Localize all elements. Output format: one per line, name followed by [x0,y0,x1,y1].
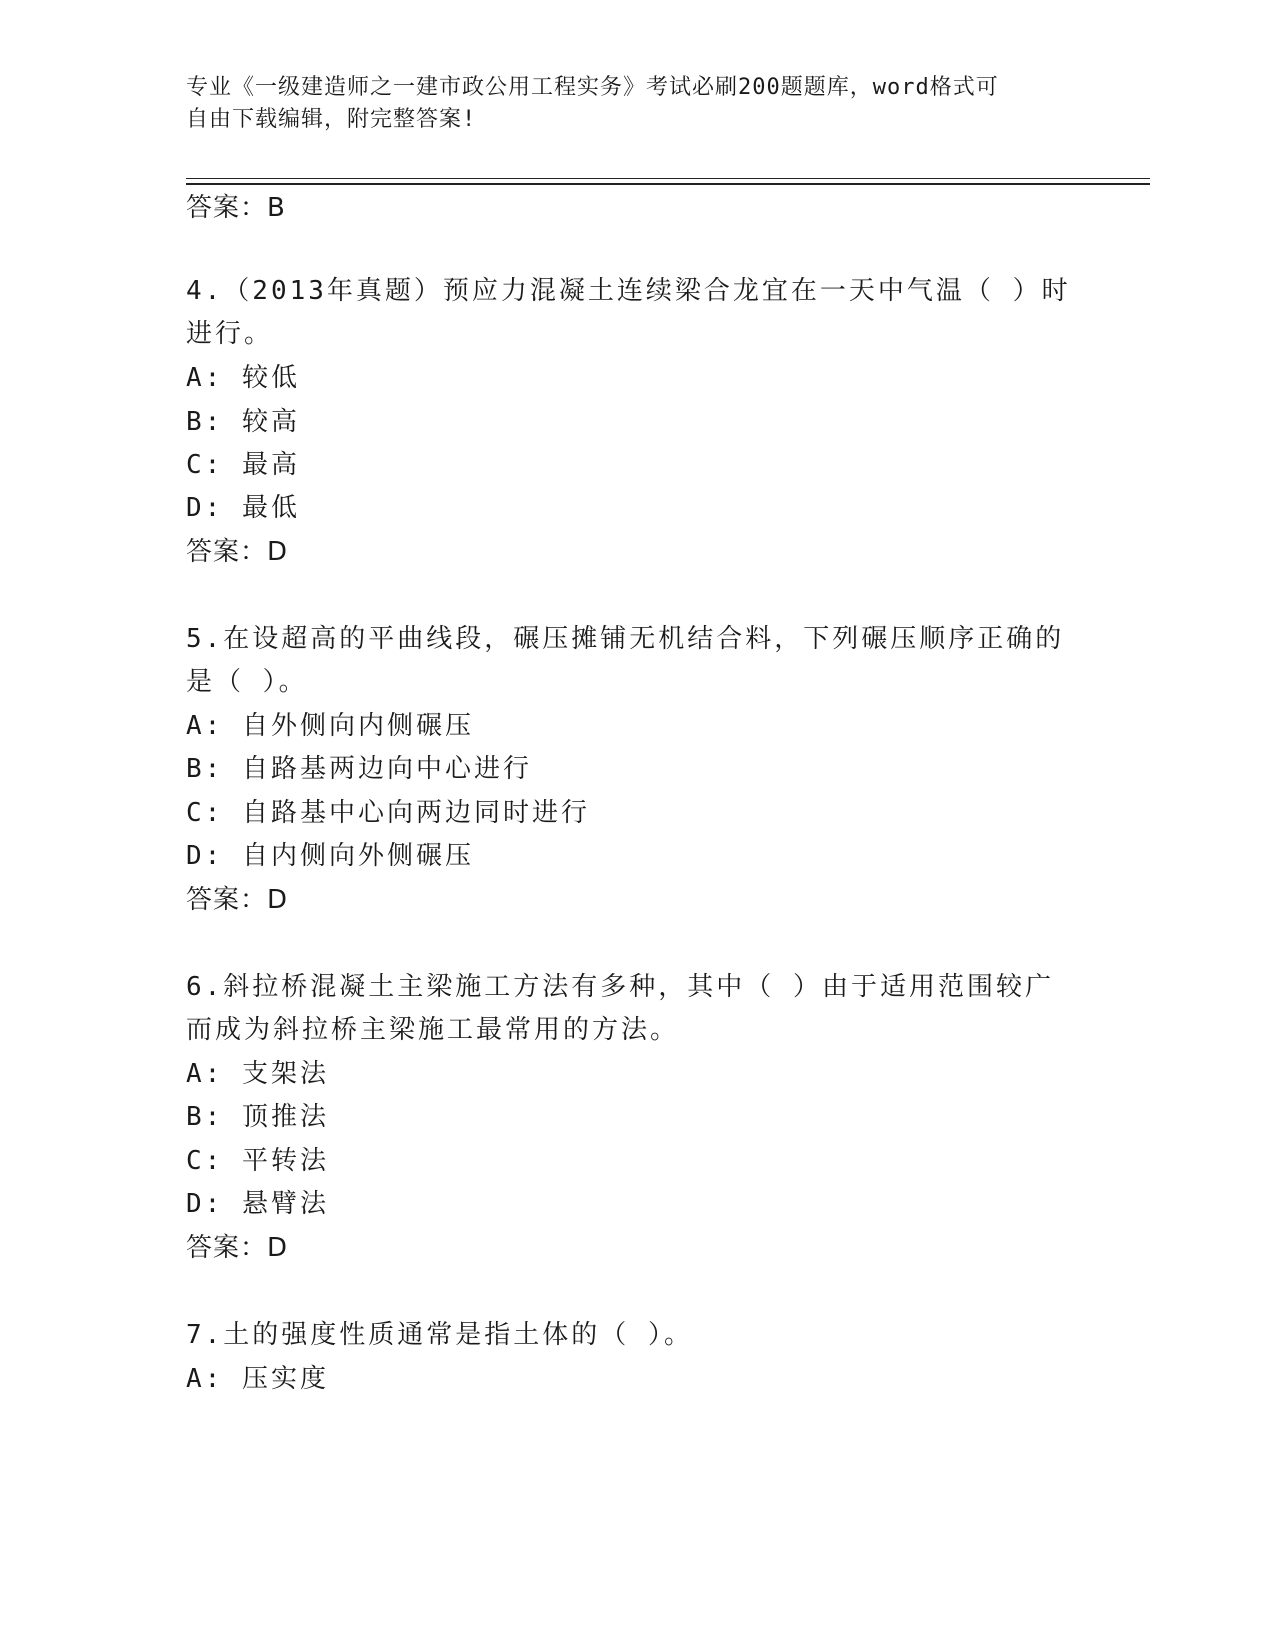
header-line-1: 专业《一级建造师之一建市政公用工程实务》考试必刷200题题库，word格式可 [186,75,999,100]
question-6-stem-line-2: 而成为斜拉桥主梁施工最常用的方法。 [186,1015,680,1045]
question-7-option-a: A: 压实度 [186,1364,329,1394]
question-5-stem-line-2: 是（ ）。 [186,667,308,697]
answer-q6: 答案：D [186,1233,289,1263]
question-4-stem-line-1: 4.（2013年真题）预应力混凝土连续梁合龙宜在一天中气温（ ）时 [186,276,1071,306]
header-rule-thin [186,178,1150,179]
question-4-option-c: C: 最高 [186,450,300,480]
question-6-stem-line-1: 6.斜拉桥混凝土主梁施工方法有多种，其中（ ）由于适用范围较广 [186,972,1054,1002]
answer-q3: 答案：B [186,193,286,223]
question-5-option-b: B: 自路基两边向中心进行 [186,754,532,784]
question-4-option-d: D: 最低 [186,493,300,523]
question-7-stem-line-1: 7.土的强度性质通常是指土体的（ ）。 [186,1320,693,1350]
header-text [186,72,1066,136]
question-6-option-c: C: 平转法 [186,1146,329,1176]
question-5-option-d: D: 自内侧向外侧碾压 [186,841,474,871]
question-6-option-d: D: 悬臂法 [186,1189,329,1219]
question-5-stem-line-1: 5.在设超高的平曲线段，碾压摊铺无机结合料，下列碾压顺序正确的 [186,624,1065,654]
header-line-2: 自由下载编辑，附完整答案! [186,107,477,132]
answer-q4: 答案：D [186,537,289,567]
question-4-option-b: B: 较高 [186,407,300,437]
question-5-option-c: C: 自路基中心向两边同时进行 [186,798,590,828]
answer-q5: 答案：D [186,885,289,915]
question-6-option-b: B: 顶推法 [186,1102,329,1132]
question-5-option-a: A: 自外侧向内侧碾压 [186,711,474,741]
question-6-option-a: A: 支架法 [186,1059,329,1089]
question-4-stem-line-2: 进行。 [186,319,274,349]
question-4-option-a: A: 较低 [186,363,300,393]
header-rule-thick [186,183,1150,185]
